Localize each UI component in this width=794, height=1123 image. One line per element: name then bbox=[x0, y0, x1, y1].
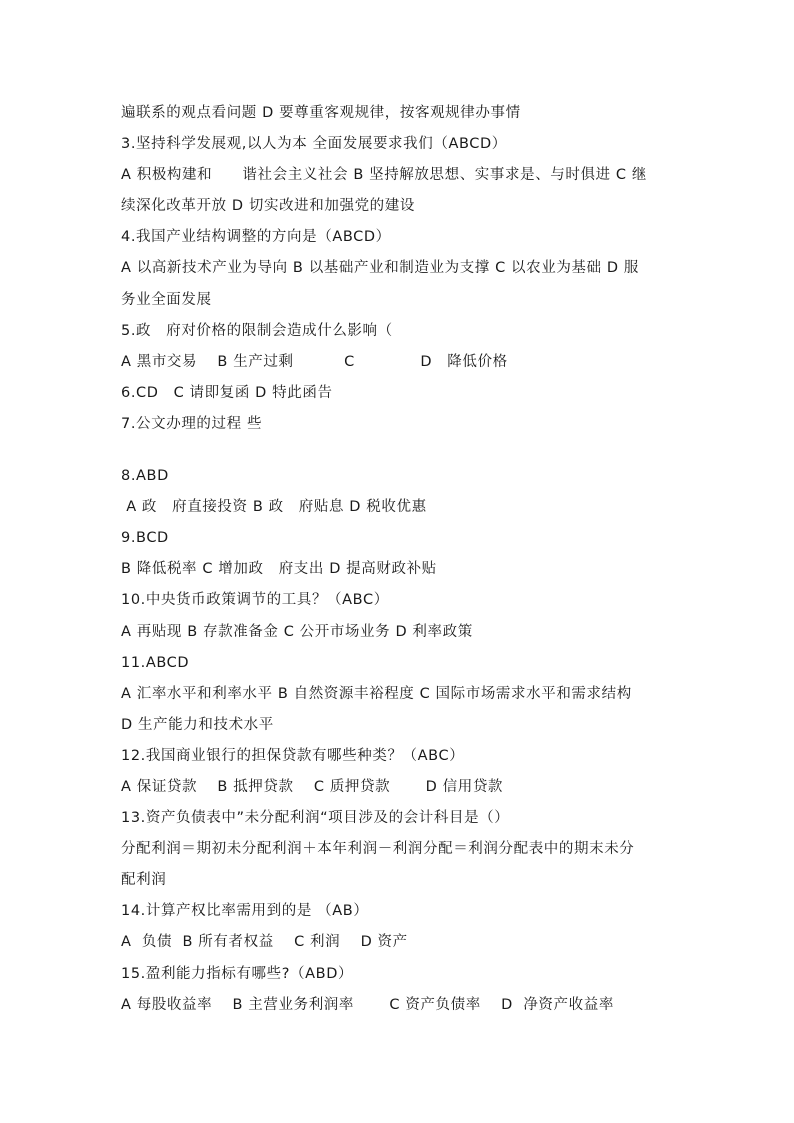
text-line: A 负债 B 所有者权益 C 利润 D 资产 bbox=[121, 934, 408, 951]
question-heading: 6.CD C 请即复函 D 特此函告 bbox=[121, 384, 333, 401]
text-line: A 政 府直接投资 B 政 府贴息 D 税收优惠 bbox=[121, 499, 427, 516]
question-heading: 9.BCD bbox=[121, 530, 169, 547]
text-line: A 黑市交易 B 生产过剩 C D 降低价格 bbox=[121, 353, 508, 370]
text-line: 务业全面发展 bbox=[121, 291, 212, 308]
question-heading: 10.中央货币政策调节的工具？（ABC） bbox=[121, 592, 389, 609]
text-line: A 保证贷款 B 抵押贷款 C 质押贷款 D 信用贷款 bbox=[121, 778, 504, 795]
text-line: A 汇率水平和利率水平 B 自然资源丰裕程度 C 国际市场需求水平和需求结构 bbox=[121, 685, 632, 702]
question-heading: 3.坚持科学发展观,以人为本 全面发展要求我们（ABCD） bbox=[121, 136, 507, 153]
text-line: A 每股收益率 B 主营业务利润率 C 资产负债率 D 净资产收益率 bbox=[121, 996, 614, 1013]
text-line: A 积极构建和 谐社会主义社会 B 坚持解放思想、实事求是、与时俱进 C 继 bbox=[121, 167, 647, 184]
text-line: 分配利润＝期初未分配利润＋本年利润－利润分配＝利润分配表中的期末未分 bbox=[121, 841, 635, 858]
text-line: A 以高新技术产业为导向 B 以基础产业和制造业为支撑 C 以农业为基础 D 服 bbox=[121, 260, 639, 277]
question-heading: 15.盈利能力指标有哪些?（ABD） bbox=[121, 965, 354, 982]
text-line: A 再贴现 B 存款准备金 C 公开市场业务 D 利率政策 bbox=[121, 623, 473, 640]
document-page bbox=[121, 98, 681, 1021]
question-heading: 12.我国商业银行的担保贷款有哪些种类？（ABC） bbox=[121, 747, 465, 764]
text-line: 续深化改革开放 D 切实改进和加强党的建设 bbox=[121, 198, 415, 215]
question-heading: 8.ABD bbox=[121, 468, 169, 485]
question-heading: 13.资产负债表中”未分配利润“项目涉及的会计科目是（） bbox=[121, 810, 510, 827]
question-heading: 4.我国产业结构调整的方向是（ABCD） bbox=[121, 229, 391, 246]
text-line: D 生产能力和技术水平 bbox=[121, 716, 274, 733]
question-heading: 14.计算产权比率需用到的是 （AB） bbox=[121, 903, 369, 920]
question-heading: 5.政 府对价格的限制会造成什么影响（ bbox=[121, 322, 393, 339]
text-line: 遍联系的观点看问题 D 要尊重客观规律，按客观规律办事情 bbox=[121, 105, 521, 121]
blank-line bbox=[121, 440, 681, 461]
text-line: 配利润 bbox=[121, 872, 167, 889]
text-line: B 降低税率 C 增加政 府支出 D 提高财政补贴 bbox=[121, 561, 437, 578]
question-heading: 11.ABCD bbox=[121, 654, 190, 671]
question-heading: 7.公文办理的过程 些 bbox=[121, 415, 263, 432]
